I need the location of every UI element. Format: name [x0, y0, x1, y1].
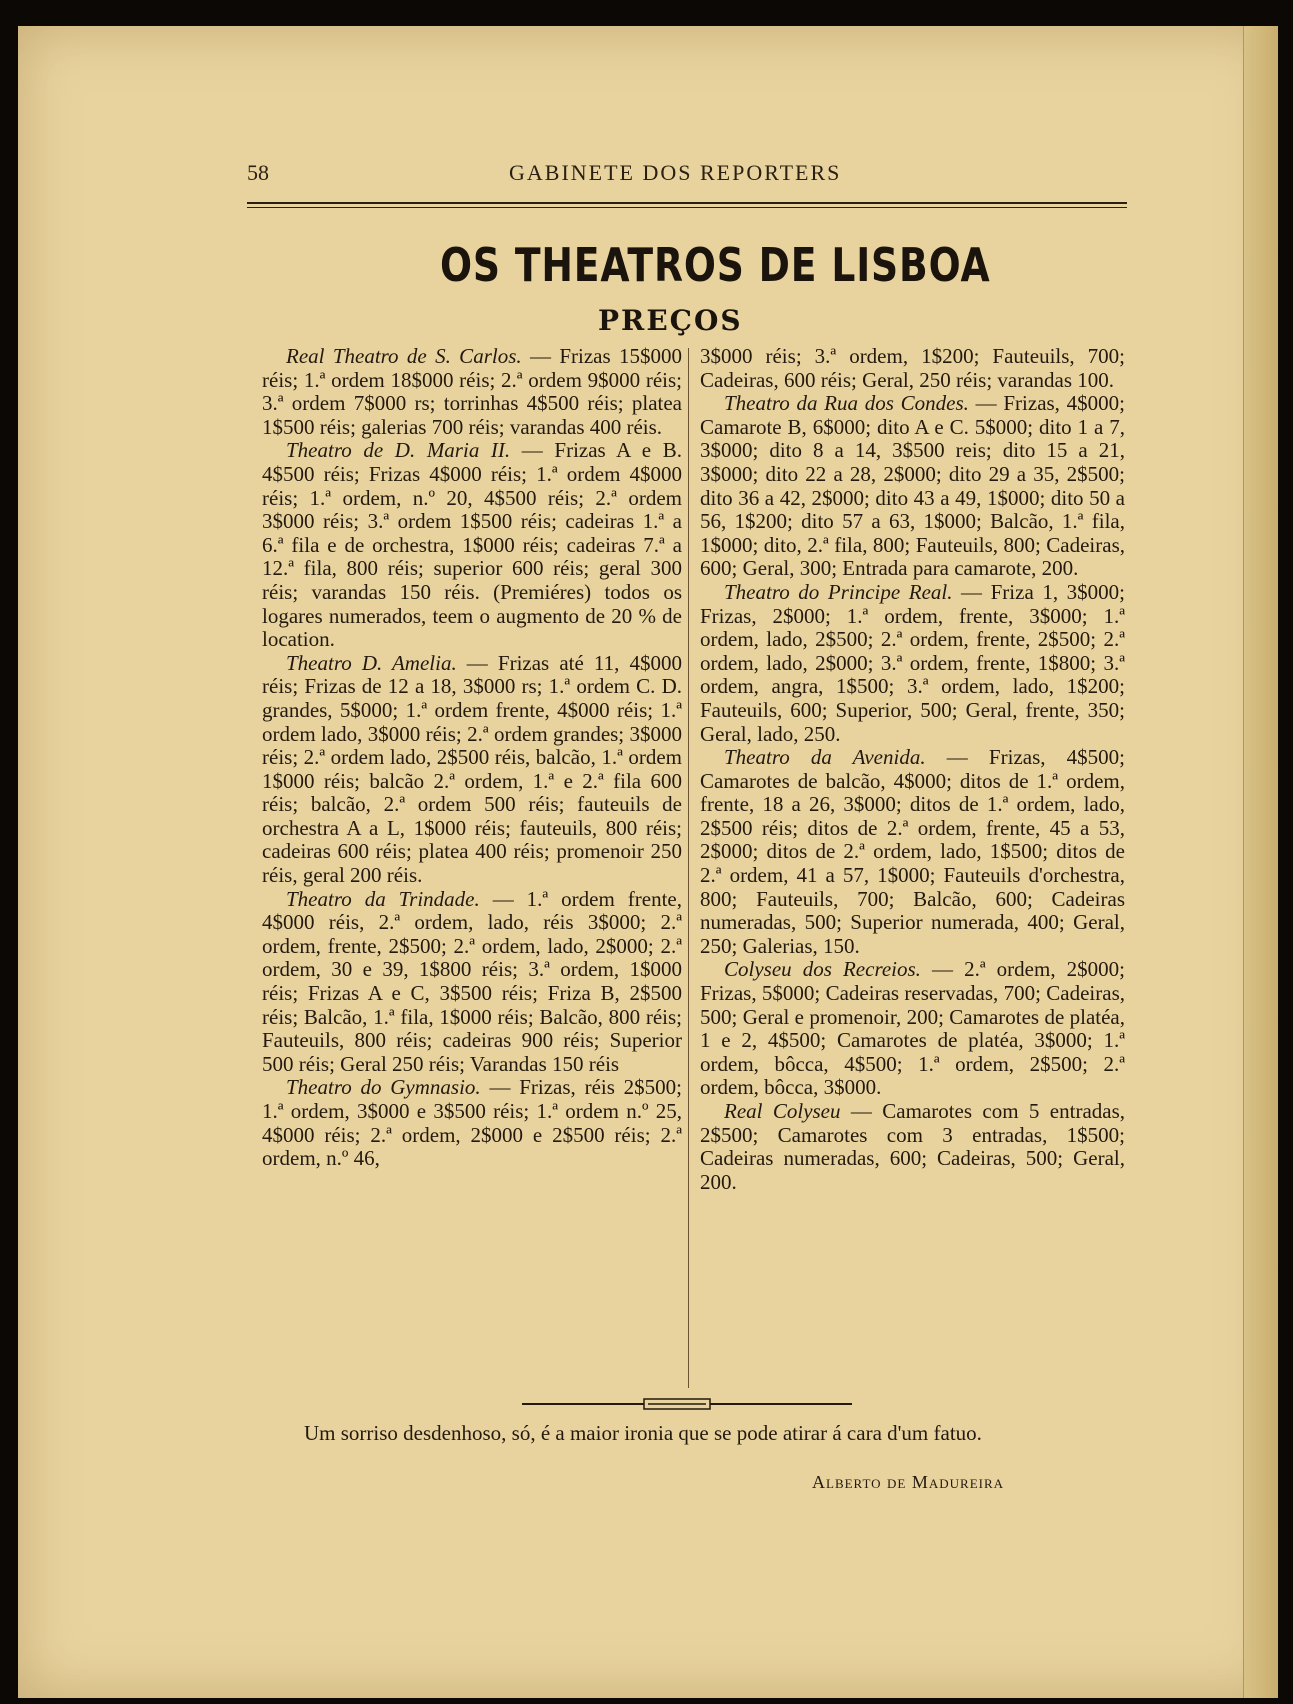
page-edge [1243, 26, 1278, 1698]
theatre-name: Theatro da Avenida. [724, 745, 926, 770]
theatre-prices: — Frizas, 4$000; Camarote B, 6$000; dito A e C. 5$000; dito 1 a 7, 3$000; dito 8 a 14, 3$500 reis; dito 15 a 21, 3$000; dito 22 a 28, 2$000; dito 29 a 35, 2$500; dito 36 a 42, 2$000; dito 43 a 49, 1$000; dito 50 a 56, 1$200; dito 57 a 63, 1$000; Balcão, 1.ª fila, 1$000; dito, 2.ª fila, 800; Fauteuils, 800; Cadeiras, 600; Geral, 300; Entrada para camarote, 200. [700, 391, 1126, 581]
page-number: 58 [247, 160, 269, 185]
theatre-entry [700, 1100, 1125, 1194]
theatre-name: Theatro de D. Maria II. [286, 438, 511, 463]
theatre-prices: — Frizas até 11, 4$000 réis; Frizas de 12 a 18, 3$000 rs; 1.ª ordem C. D. grandes, 5$000; 1.ª ordem frente, 4$000 réis; 1.ª ordem lado, 3$000 réis; 2.ª ordem grandes; 3$000 réis; 2.ª ordem lado, 2$500 réis, balcão, 1.ª ordem 1$000 réis; balcão 2.ª ordem, 1.ª e 2.ª fila 600 réis; balcão, 2.ª ordem 500 réis; fauteuils de orchestra A a L, 1$000 réis; fauteuils, 800 réis; cadeiras 600 réis; platea 400 réis; promenoir 250 réis, geral 200 réis. [262, 650, 682, 888]
header-rule-thin [247, 207, 1127, 208]
theatre-prices: — Frizas A e B. 4$500 réis; Frizas 4$000 réis; 1.ª ordem 4$000 réis; 1.ª ordem, n.º 20, 4$500 réis; 2.ª ordem 3$000 réis; 3.ª ordem 1$500 réis; cadeiras 1.ª a 6.ª fila e de orchestra, 1$000 réis; cadeiras 7.ª a 12.ª fila, 800 réis; superior 600 réis; geral 300 réis; varandas 150 réis. (Premiéres) todos os logares numerados, teem o augmento de 20 % de location. [262, 438, 683, 652]
page-header [247, 160, 1117, 188]
theatre-prices: — Camarotes com 5 entradas, 2$500; Camarotes com 3 entradas, 1$500; Cadeiras numeradas, 600; Cadeiras, 500; Geral, 200. [700, 1099, 1126, 1194]
theatre-entry [700, 392, 1125, 581]
theatre-name: Colyseu dos Recreios. [724, 957, 921, 982]
column-divider [688, 348, 689, 1388]
article-subtitle: PREÇOS [598, 304, 743, 337]
theatre-entry [262, 439, 682, 651]
theatre-prices: — Friza 1, 3$000; Frizas, 2$000; 1.ª ordem, frente, 3$000; 1.ª ordem, lado, 2$500; 2.ª ordem, frente, 2$500; 2.ª ordem, lado, 2$000; 3.ª ordem, frente, 1$800; 3.ª ordem, angra, 1$500; 3.ª ordem, lado, 1$200; Fauteuils, 600; Superior, 500; Geral, frente, 350; Geral, lado, 250. [700, 579, 1125, 746]
theatre-prices: — Frizas, réis 2$500; 1.ª ordem, 3$000 e 3$500 réis; 1.ª ordem n.º 25, 4$000 réis; 2.ª ordem, 2$000 e 2$500 réis; 2.ª ordem, n.º 46, [262, 1075, 682, 1171]
theatre-entry-continued [700, 345, 1125, 392]
theatre-prices: — 1.ª ordem frente, 4$000 réis, 2.ª ordem, lado, réis 3$000; 2.ª ordem, frente, 2$500; 2.ª ordem, lado, 2$000; 2.ª ordem, 30 e 39, 1$800 réis; 3.ª ordem, 1$000 réis; Frizas A e C, 3$500 réis; Friza B, 2$500 réis; Balcão, 1.ª fila, 1$000 réis; Balcão, 800 réis; Fauteuils, 800 réis; cadeiras 900 réis; Superior 500 réis; Geral 250 réis; Varandas 150 réis [262, 886, 682, 1076]
theatre-name: Theatro do Principe Real. [724, 579, 953, 604]
theatre-entry [700, 746, 1125, 958]
theatre-name: Theatro da Trindade. [286, 886, 480, 911]
section-ornament [522, 1398, 852, 1410]
right-column [700, 345, 1125, 1194]
article-title: OS THEATROS DE LISBOA [440, 238, 991, 292]
theatre-name: Theatro D. Amelia. [286, 650, 457, 675]
closing-quote: Um sorriso desdenhoso, só, é a maior ironia que se pode atirar á cara d'um fatuo. [304, 1421, 982, 1445]
theatre-prices: — 2.ª ordem, 2$000; Frizas, 5$000; Cadeiras reservadas, 700; Cadeiras, 500; Geral e promenoir, 200; Camarotes de platéa, 1 e 2, 4$500; Camarotes de platéa, 3$000; 1.ª ordem, bôcca, 4$500; 1.ª ordem, 2$500; 2.ª ordem, bôcca, 3$000. [700, 957, 1125, 1100]
theatre-entry [262, 345, 682, 439]
theatre-entry [700, 958, 1125, 1100]
running-head: GABINETE DOS REPORTERS [509, 160, 842, 185]
theatre-entry [700, 581, 1125, 746]
theatre-name: Real Theatro de S. Carlos. [286, 344, 522, 368]
theatre-name: Theatro do Gymnasio. [286, 1075, 481, 1100]
header-rule [247, 202, 1127, 204]
theatre-entry [262, 652, 682, 888]
theatre-prices: — Frizas, 4$500; Camarotes de balcão, 4$000; ditos de 1.ª ordem, frente, 18 a 26, 3$000; ditos de 1.ª ordem, lado, 2$500 réis; ditos de 2.ª ordem, frente, 45 a 53, 2$000; ditos de 2.ª ordem, lado, 1$500; ditos de 2.ª ordem, 41 a 57, 1$000; Fauteuils d'orchestra, 800; Fauteuils, 700; Balcão, 600; Cadeiras numeradas, 500; Superior numerada, 400; Geral, 250; Galerias, 150. [700, 745, 1126, 958]
theatre-name: Theatro da Rua dos Condes. [724, 391, 969, 416]
theatre-prices: — Frizas 15$000 réis; 1.ª ordem 18$000 réis; 2.ª ordem 9$000 réis; 3.ª ordem 7$000 rs; torrinhas 4$500 réis; platea 1$500 réis; galerias 700 réis; varandas 400 réis. [262, 344, 682, 439]
theatre-entry [262, 888, 682, 1077]
theatre-name: Real Colyseu [724, 1099, 841, 1123]
theatre-prices: 3$000 réis; 3.ª ordem, 1$200; Fauteuils, 700; Cadeiras, 600 réis; Geral, 250 réis; varandas 100. [700, 344, 1125, 392]
left-column [262, 345, 682, 1171]
theatre-entry [262, 1076, 682, 1170]
quote-author: Alberto de Madureira [812, 1472, 1005, 1492]
